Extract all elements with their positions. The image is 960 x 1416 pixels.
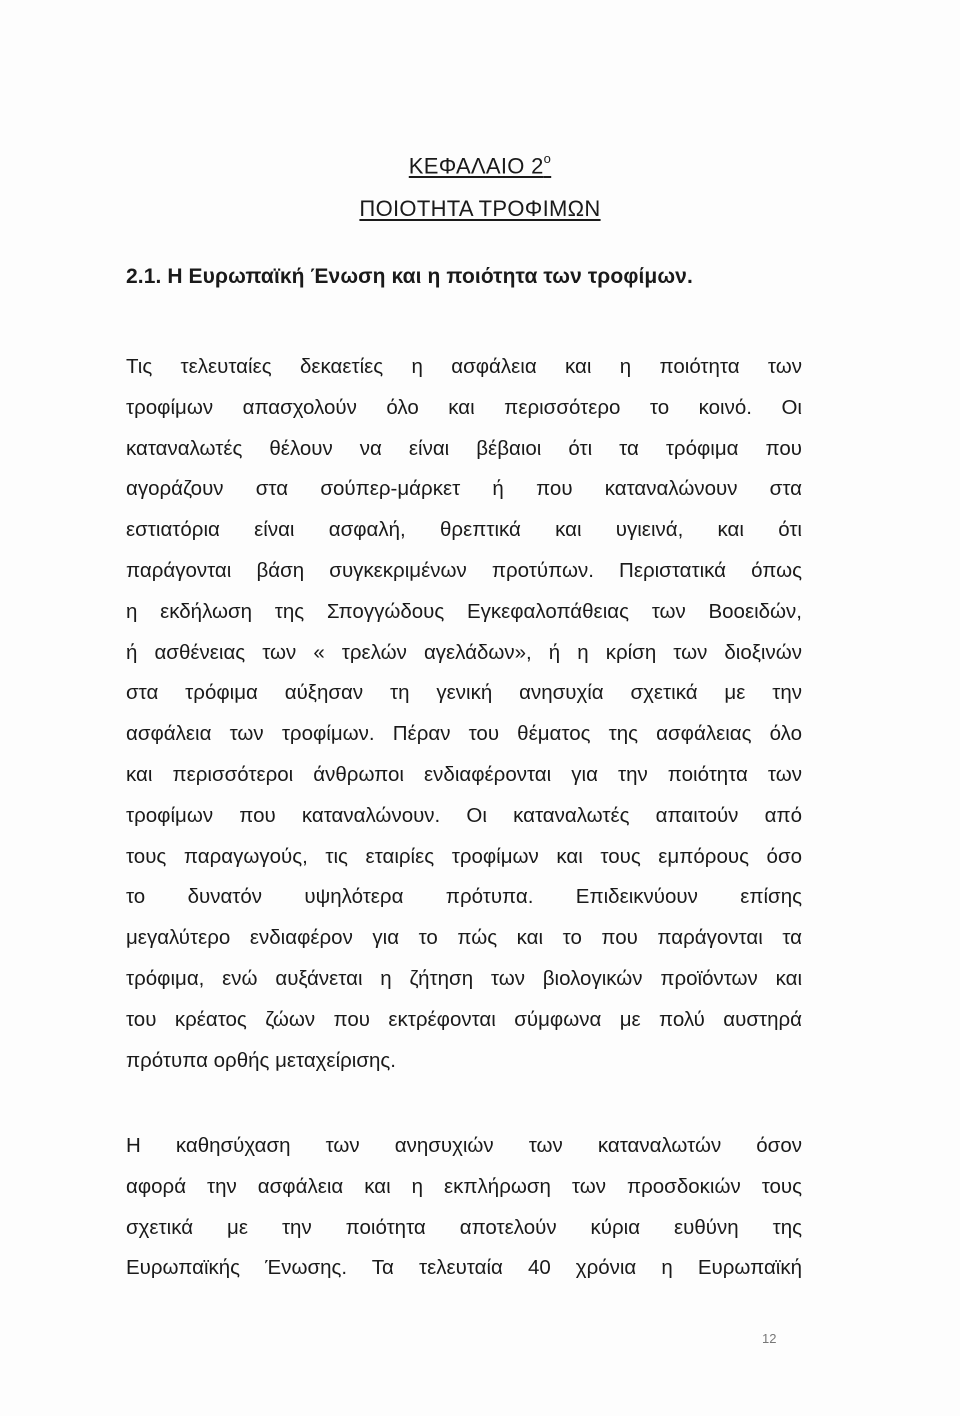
chapter-label-superscript: ο (543, 151, 552, 166)
paragraph-line: παράγονται βάση συγκεκριμένων προτύπων. Περιστατικά όπως (126, 558, 802, 582)
paragraph-line: τροφίμων που καταναλώνουν. Οι καταναλωτές απαιτούν από (126, 803, 802, 827)
chapter-label-text: ΚΕΦΑΛΑΙΟ 2 (408, 153, 544, 179)
paragraph-line: εστιατόρια είναι ασφαλή, θρεπτικά και υγιεινά, και ότι (126, 518, 802, 542)
paragraph-line: η εκδήλωση της Σπογγώδους Εγκεφαλοπάθειας των Βοοειδών, (126, 599, 802, 623)
section-title: 2.1. Η Ευρωπαϊκή Ένωση και η ποιότητα των τροφίμων. (126, 265, 693, 288)
paragraph-line: Ευρωπαϊκής Ένωσης. Τα τελευταία 40 χρόνια η Ευρωπαϊκή (126, 1256, 802, 1280)
paragraph-2 (126, 1126, 802, 1289)
chapter-title: ΠΟΙΟΤΗΤΑ ΤΡΟΦΙΜΩΝ (359, 196, 601, 221)
paragraph-line: αγοράζουν στα σούπερ-μάρκετ ή που καταναλώνουν στα (126, 477, 802, 501)
paragraph-line: τροφίμων απασχολούν όλο και περισσότερο το κοινό. Οι (126, 395, 802, 419)
paragraph-line: ή ασθένειας των « τρελών αγελάδων», ή η κρίση των διοξινών (126, 640, 802, 664)
page-number: 12 (762, 1331, 777, 1346)
paragraph-1 (126, 347, 802, 1081)
paragraph-line: το δυνατόν υψηλότερα πρότυπα. Επιδεικνύουν επίσης (126, 885, 802, 909)
paragraph-line: του κρέατος ζώων που εκτρέφονται σύμφωνα με πολύ αυστηρά (126, 1007, 802, 1031)
paragraph-line: πρότυπα ορθής μεταχείρισης. (126, 1048, 396, 1072)
paragraph-line: μεγαλύτερο ενδιαφέρον για το πώς και το που παράγονται τα (126, 926, 802, 950)
paragraph-line: σχετικά με την ποιότητα αποτελούν κύρια ευθύνη της (126, 1215, 802, 1239)
paragraph-line: τους παραγωγούς, τις εταιρίες τροφίμων και τους εμπόρους όσο (126, 844, 802, 868)
paragraph-line: και περισσότεροι άνθρωποι ενδιαφέρονται για την ποιότητα των (126, 762, 802, 786)
paragraph-line: τρόφιμα, ενώ αυξάνεται η ζήτηση των βιολογικών προϊόντων και (126, 966, 802, 990)
paragraph-line: αφορά την ασφάλεια και η εκπλήρωση των προσδοκιών τους (126, 1174, 802, 1198)
paragraph-line: καταναλωτές θέλουν να είναι βέβαιοι ότι τα τρόφιμα που (126, 436, 802, 460)
chapter-label (0, 153, 960, 179)
paragraph-line: ασφάλεια των τροφίμων. Πέραν του θέματος της ασφάλειας όλο (126, 722, 802, 746)
paragraph-line: στα τρόφιμα αύξησαν τη γενική ανησυχία σχετικά με την (126, 681, 802, 705)
paragraph-line: Η καθησύχαση των ανησυχιών των καταναλωτών όσον (126, 1134, 802, 1157)
paragraph-line: Τις τελευταίες δεκαετίες η ασφάλεια και η ποιότητα των (126, 355, 802, 378)
